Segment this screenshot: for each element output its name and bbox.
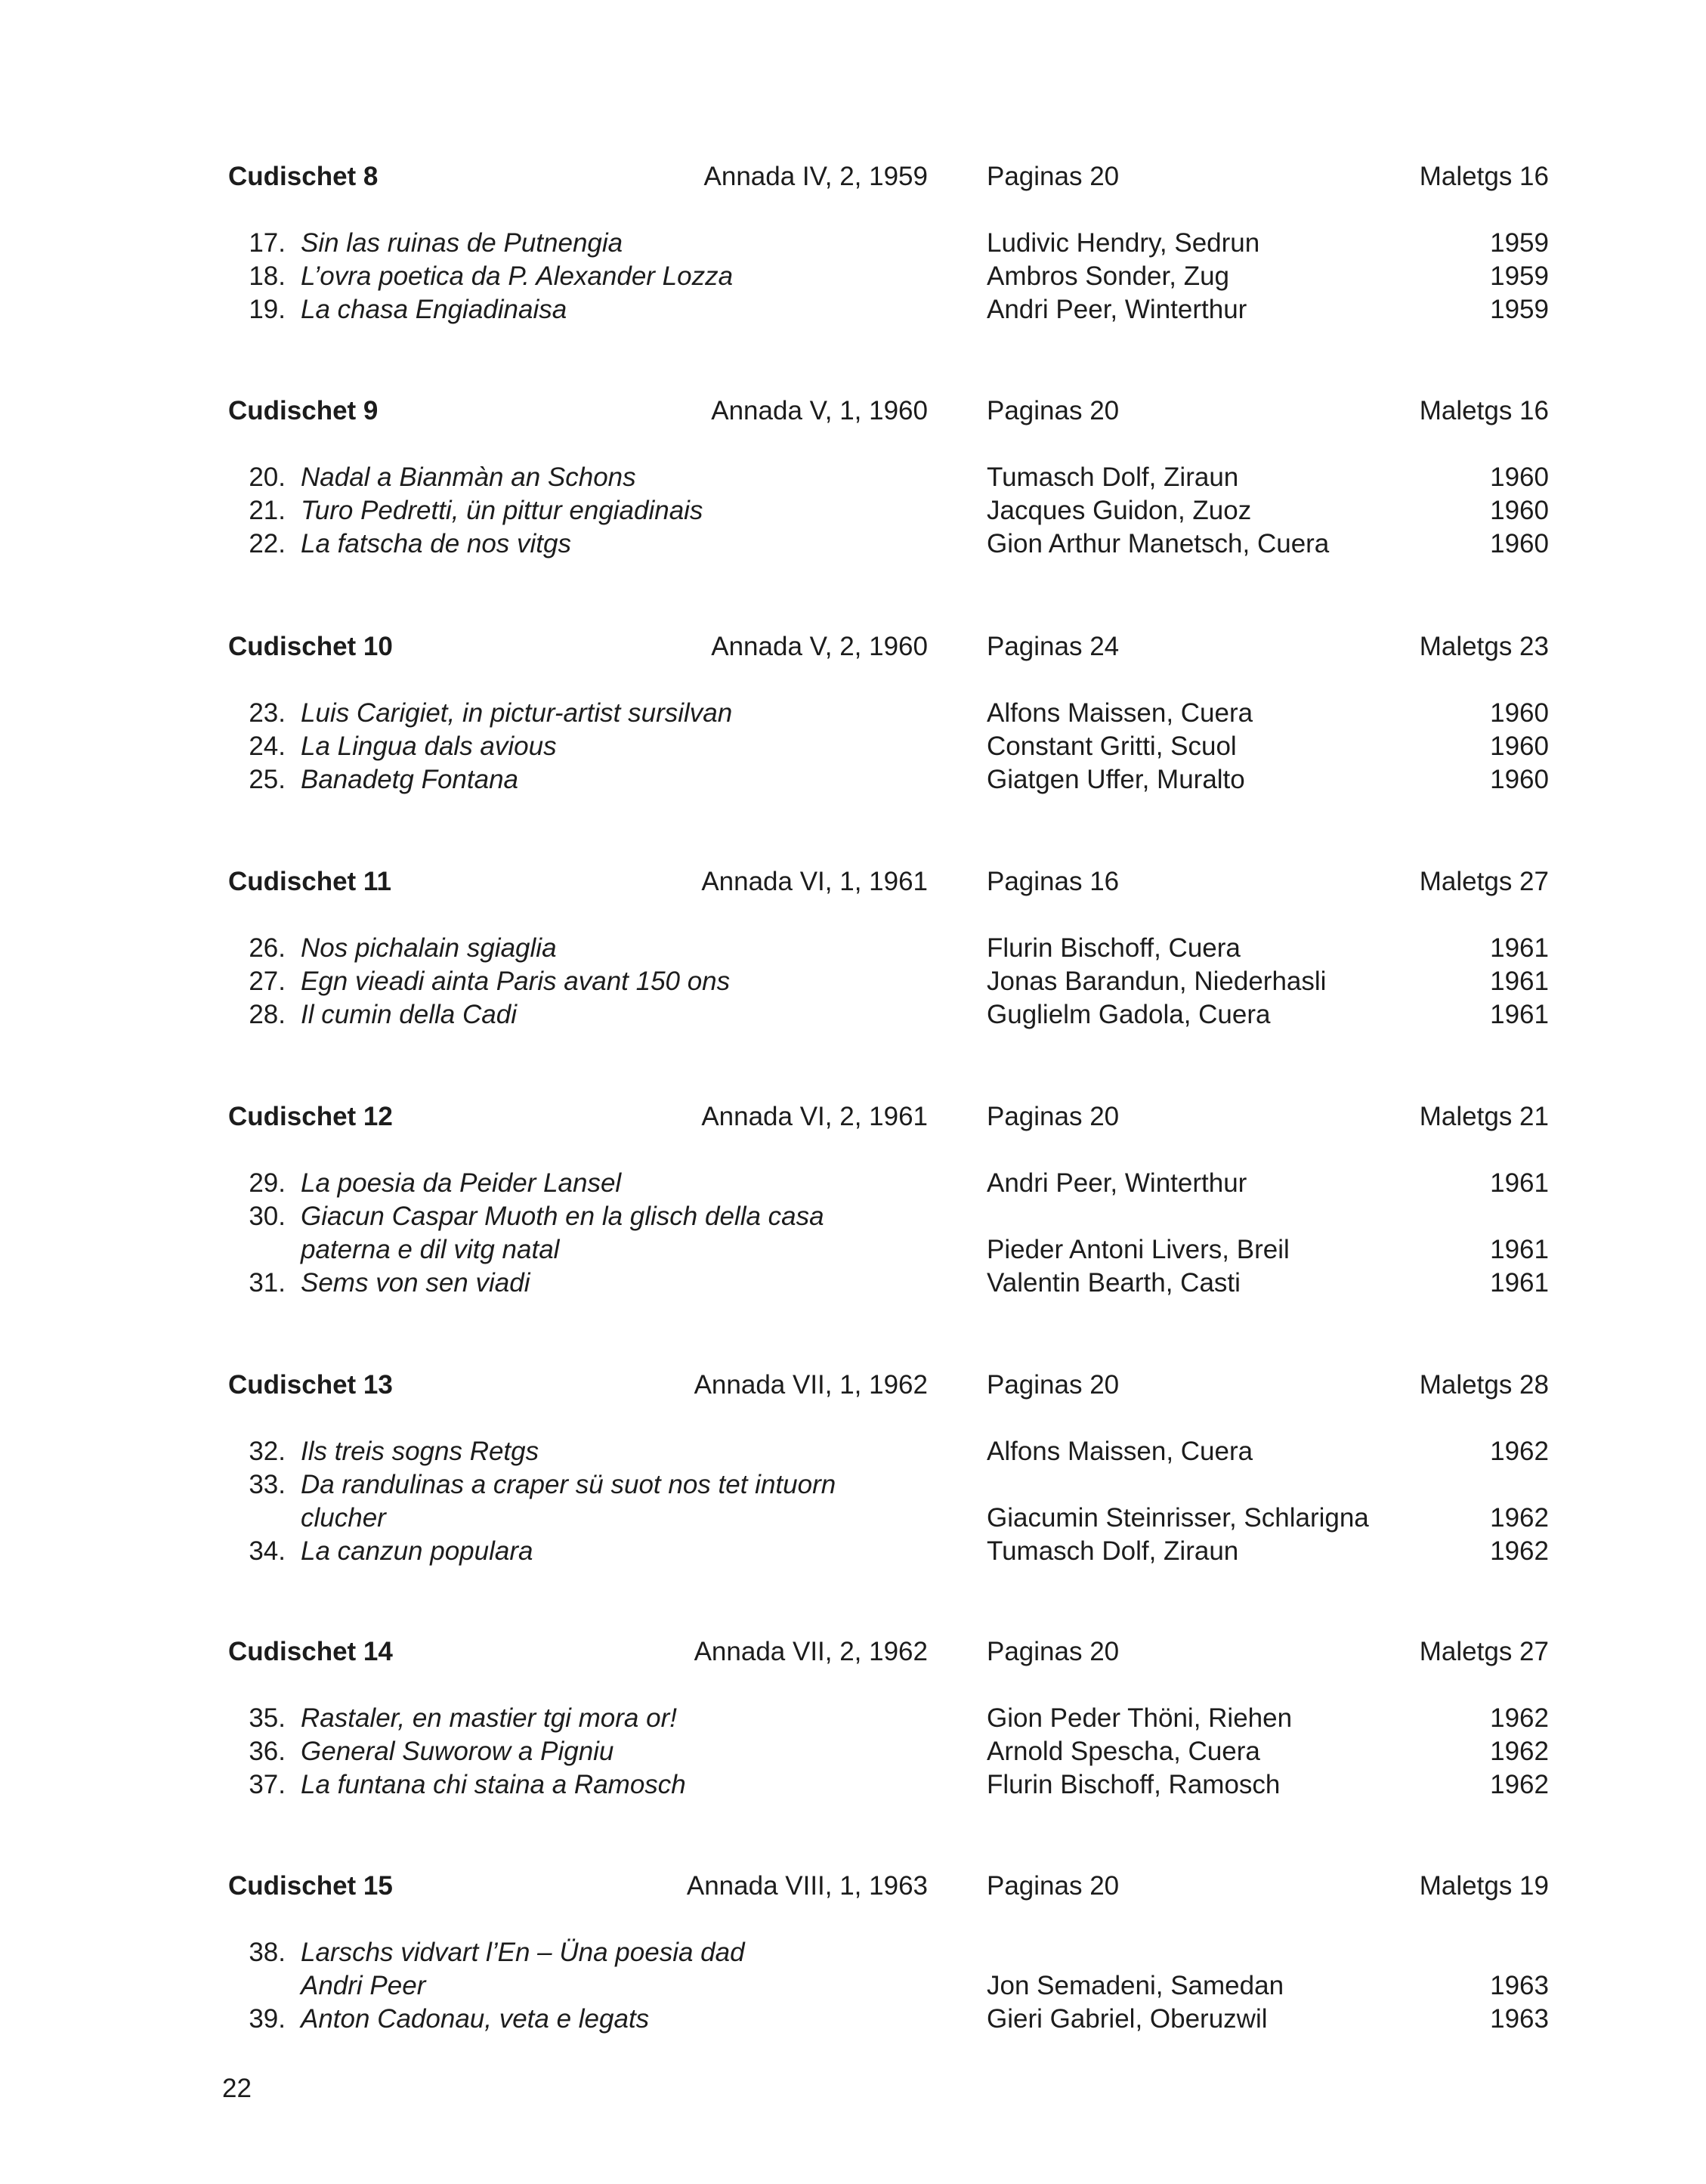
entry-author-row bbox=[0, 965, 1706, 998]
booklet-maletgs: Maletgs 23 bbox=[1419, 632, 1549, 661]
entry-year: 1960 bbox=[1490, 462, 1549, 492]
entry-author: Pieder Antoni Livers, Breil bbox=[987, 1235, 1290, 1264]
entry-author: Tumasch Dolf, Ziraun bbox=[987, 462, 1239, 492]
entry-number: 21. bbox=[249, 496, 286, 525]
entry-author-row bbox=[0, 527, 1706, 561]
entry-year: 1960 bbox=[1490, 698, 1549, 728]
entry-title: Sin las ruinas de Putnengia bbox=[301, 228, 623, 258]
entry-author-row bbox=[0, 2003, 1706, 2036]
entry-title: Banadetg Fontana bbox=[301, 765, 519, 794]
page-number: 22 bbox=[222, 2074, 252, 2103]
entry-title: Giacun Caspar Muoth en la glisch della casa bbox=[301, 1202, 824, 1231]
entry-author: Ludivic Hendry, Sedrun bbox=[987, 228, 1260, 258]
entry-author-row bbox=[0, 1435, 1706, 1468]
entry-author-row bbox=[0, 1735, 1706, 1768]
entry-author: Jacques Guidon, Zuoz bbox=[987, 496, 1252, 525]
booklet-annada: Annada VI, 2, 1961 bbox=[701, 1102, 928, 1131]
entry-author-row bbox=[0, 730, 1706, 763]
entry-author: Andri Peer, Winterthur bbox=[987, 295, 1247, 324]
entry-author: Giacumin Steinrisser, Schlarigna bbox=[987, 1503, 1369, 1533]
entry-title: Nadal a Bianmàn an Schons bbox=[301, 462, 636, 492]
entry-year: 1960 bbox=[1490, 496, 1549, 525]
entry-title: Da randulinas a craper sü suot nos tet intuorn bbox=[301, 1470, 836, 1499]
entry-year: 1961 bbox=[1490, 1235, 1549, 1264]
booklet-pages: Paginas 24 bbox=[987, 632, 1120, 661]
entry-title: Rastaler, en mastier tgi mora or! bbox=[301, 1703, 677, 1733]
booklet-pages: Paginas 20 bbox=[987, 1102, 1120, 1131]
entry-title: La canzun populara bbox=[301, 1536, 533, 1566]
entry-number: 22. bbox=[249, 529, 286, 558]
booklet-pages: Paginas 16 bbox=[987, 867, 1120, 896]
entry-author-row bbox=[0, 1167, 1706, 1200]
booklet-title: Cudischet 9 bbox=[228, 396, 379, 425]
booklet-maletgs: Maletgs 19 bbox=[1419, 1871, 1549, 1901]
entry-author: Arnold Spescha, Cuera bbox=[987, 1737, 1260, 1766]
entry-title: La poesia da Peider Lansel bbox=[301, 1168, 622, 1198]
entry-title: Luis Carigiet, in pictur-artist sursilvan bbox=[301, 698, 733, 728]
entry-title: Egn vieadi ainta Paris avant 150 ons bbox=[301, 967, 731, 996]
booklet-pages: Paginas 20 bbox=[987, 1637, 1120, 1666]
entry-year: 1960 bbox=[1490, 765, 1549, 794]
entry-title: La chasa Engiadinaisa bbox=[301, 295, 567, 324]
entry-number: 18. bbox=[249, 261, 286, 291]
booklet-maletgs: Maletgs 27 bbox=[1419, 1637, 1549, 1666]
entry-author: Alfons Maissen, Cuera bbox=[987, 1437, 1253, 1466]
entry-author: Gion Peder Thöni, Riehen bbox=[987, 1703, 1293, 1733]
entry-number: 32. bbox=[249, 1437, 286, 1466]
entry-year: 1961 bbox=[1490, 1000, 1549, 1029]
entry-author: Jon Semadeni, Samedan bbox=[987, 1971, 1284, 2000]
entry-title: Ils treis sogns Retgs bbox=[301, 1437, 539, 1466]
entry-number: 36. bbox=[249, 1737, 286, 1766]
entry-author: Tumasch Dolf, Ziraun bbox=[987, 1536, 1239, 1566]
entry-number: 31. bbox=[249, 1268, 286, 1298]
entry-title: General Suworow a Pigniu bbox=[301, 1737, 614, 1766]
entry-title: Turo Pedretti, ün pittur engiadinais bbox=[301, 496, 703, 525]
entry-author: Gion Arthur Manetsch, Cuera bbox=[987, 529, 1330, 558]
entry-year: 1962 bbox=[1490, 1536, 1549, 1566]
entry-number: 19. bbox=[249, 295, 286, 324]
entry-number: 20. bbox=[249, 462, 286, 492]
entry-title: Larschs vidvart l’En – Üna poesia dad bbox=[301, 1938, 745, 1967]
entry-number: 34. bbox=[249, 1536, 286, 1566]
booklet-pages: Paginas 20 bbox=[987, 162, 1120, 191]
booklet-title: Cudischet 13 bbox=[228, 1370, 393, 1400]
entry-row bbox=[0, 1468, 1706, 1502]
booklet-maletgs: Maletgs 28 bbox=[1419, 1370, 1549, 1400]
entry-year: 1961 bbox=[1490, 967, 1549, 996]
entry-title: Andri Peer bbox=[301, 1971, 426, 2000]
entry-author: Jonas Barandun, Niederhasli bbox=[987, 967, 1327, 996]
entry-year: 1960 bbox=[1490, 732, 1549, 761]
entry-year: 1962 bbox=[1490, 1503, 1549, 1533]
entry-author-row bbox=[0, 763, 1706, 797]
entry-number: 24. bbox=[249, 732, 286, 761]
entry-number: 30. bbox=[249, 1202, 286, 1231]
entry-number: 37. bbox=[249, 1770, 286, 1799]
entry-title: La funtana chi staina a Ramosch bbox=[301, 1770, 686, 1799]
entry-number: 27. bbox=[249, 967, 286, 996]
entry-year: 1962 bbox=[1490, 1770, 1549, 1799]
entry-author: Alfons Maissen, Cuera bbox=[987, 698, 1253, 728]
entry-number: 29. bbox=[249, 1168, 286, 1198]
entry-author-row bbox=[0, 998, 1706, 1032]
booklet-pages: Paginas 20 bbox=[987, 1871, 1120, 1901]
entry-year: 1963 bbox=[1490, 2004, 1549, 2034]
entry-title: La Lingua dals avious bbox=[301, 732, 557, 761]
entry-row bbox=[0, 1200, 1706, 1233]
booklet-annada: Annada V, 2, 1960 bbox=[711, 632, 928, 661]
entry-year: 1961 bbox=[1490, 1168, 1549, 1198]
entry-author-row bbox=[0, 260, 1706, 293]
entry-author: Valentin Bearth, Casti bbox=[987, 1268, 1241, 1298]
entry-title: Nos pichalain sgiaglia bbox=[301, 933, 557, 963]
entry-author-row bbox=[0, 1233, 1706, 1267]
entry-title: clucher bbox=[301, 1503, 386, 1533]
booklet-annada: Annada VIII, 1, 1963 bbox=[686, 1871, 928, 1901]
booklet-maletgs: Maletgs 16 bbox=[1419, 162, 1549, 191]
entry-year: 1961 bbox=[1490, 1268, 1549, 1298]
entry-author: Ambros Sonder, Zug bbox=[987, 261, 1229, 291]
entry-year: 1959 bbox=[1490, 261, 1549, 291]
entry-year: 1962 bbox=[1490, 1703, 1549, 1733]
entry-author-row bbox=[0, 1768, 1706, 1802]
entry-year: 1963 bbox=[1490, 1971, 1549, 2000]
booklet-maletgs: Maletgs 27 bbox=[1419, 867, 1549, 896]
entry-author-row bbox=[0, 1502, 1706, 1535]
entry-title: Sems von sen viadi bbox=[301, 1268, 530, 1298]
entry-author: Gieri Gabriel, Oberuzwil bbox=[987, 2004, 1268, 2034]
entry-number: 26. bbox=[249, 933, 286, 963]
entry-author-row bbox=[0, 1267, 1706, 1300]
entry-title: Il cumin della Cadi bbox=[301, 1000, 517, 1029]
booklet-annada: Annada VII, 1, 1962 bbox=[694, 1370, 928, 1400]
entry-row bbox=[0, 1936, 1706, 1969]
booklet-title: Cudischet 12 bbox=[228, 1102, 393, 1131]
entry-author-row bbox=[0, 1702, 1706, 1735]
entry-number: 39. bbox=[249, 2004, 286, 2034]
entry-number: 17. bbox=[249, 228, 286, 258]
booklet-pages: Paginas 20 bbox=[987, 396, 1120, 425]
entry-number: 33. bbox=[249, 1470, 286, 1499]
booklet-annada: Annada V, 1, 1960 bbox=[711, 396, 928, 425]
entry-year: 1962 bbox=[1490, 1437, 1549, 1466]
entry-year: 1960 bbox=[1490, 529, 1549, 558]
entry-author: Andri Peer, Winterthur bbox=[987, 1168, 1247, 1198]
booklet-title: Cudischet 14 bbox=[228, 1637, 393, 1666]
booklet-maletgs: Maletgs 21 bbox=[1419, 1102, 1549, 1131]
entry-author: Flurin Bischoff, Cuera bbox=[987, 933, 1241, 963]
entry-author-row bbox=[0, 1535, 1706, 1568]
entry-title: L’ovra poetica da P. Alexander Lozza bbox=[301, 261, 734, 291]
booklet-title: Cudischet 15 bbox=[228, 1871, 393, 1901]
entry-year: 1962 bbox=[1490, 1737, 1549, 1766]
entry-title: Anton Cadonau, veta e legats bbox=[301, 2004, 650, 2034]
entry-author: Constant Gritti, Scuol bbox=[987, 732, 1237, 761]
entry-author-row bbox=[0, 293, 1706, 326]
entry-author: Flurin Bischoff, Ramosch bbox=[987, 1770, 1281, 1799]
entry-author-row bbox=[0, 494, 1706, 527]
entry-author: Giatgen Uffer, Muralto bbox=[987, 765, 1245, 794]
entry-number: 23. bbox=[249, 698, 286, 728]
entry-author-row bbox=[0, 227, 1706, 260]
entry-number: 28. bbox=[249, 1000, 286, 1029]
entry-year: 1959 bbox=[1490, 295, 1549, 324]
entry-title: paterna e dil vitg natal bbox=[301, 1235, 560, 1264]
entry-year: 1961 bbox=[1490, 933, 1549, 963]
entry-author-row bbox=[0, 697, 1706, 730]
entry-number: 38. bbox=[249, 1938, 286, 1967]
entry-author-row bbox=[0, 1969, 1706, 2003]
booklet-maletgs: Maletgs 16 bbox=[1419, 396, 1549, 425]
booklet-annada: Annada VI, 1, 1961 bbox=[701, 867, 928, 896]
entry-author-row bbox=[0, 932, 1706, 965]
entry-author: Guglielm Gadola, Cuera bbox=[987, 1000, 1271, 1029]
booklet-title: Cudischet 10 bbox=[228, 632, 393, 661]
entry-year: 1959 bbox=[1490, 228, 1549, 258]
entry-number: 35. bbox=[249, 1703, 286, 1733]
booklet-title: Cudischet 11 bbox=[228, 867, 391, 896]
booklet-annada: Annada IV, 2, 1959 bbox=[703, 162, 928, 191]
entry-title: La fatscha de nos vitgs bbox=[301, 529, 571, 558]
booklet-annada: Annada VII, 2, 1962 bbox=[694, 1637, 928, 1666]
entry-author-row bbox=[0, 461, 1706, 494]
booklet-pages: Paginas 20 bbox=[987, 1370, 1120, 1400]
entry-number: 25. bbox=[249, 765, 286, 794]
booklet-title: Cudischet 8 bbox=[228, 162, 379, 191]
